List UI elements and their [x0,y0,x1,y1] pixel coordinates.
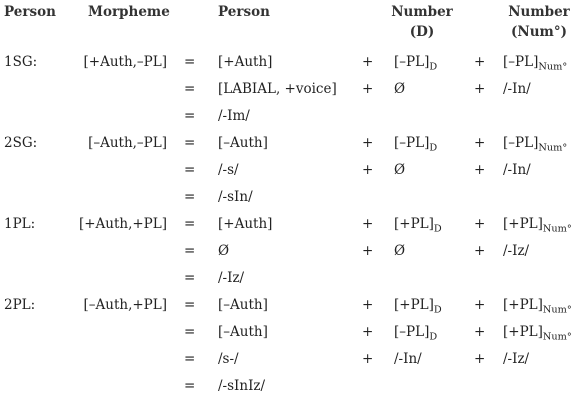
number-d-value: /-In/ [394,351,422,367]
person-exponent: Ø [218,243,230,259]
person-exponent: /-Iz/ [218,270,245,286]
number-num-exponent [503,322,572,342]
number-d-value: Ø [394,162,406,178]
number-num-exponent [503,295,572,315]
plus-sign: + [474,54,486,70]
equals-sign: = [184,135,196,151]
person-exponent: /-s/ [218,162,239,178]
person-exponent: [+Auth] [218,54,273,70]
plus-sign: + [474,135,486,151]
table-row [0,322,583,342]
plus-sign: + [474,162,486,178]
equals-sign: = [184,81,196,97]
number-num-value: [–PL] [503,54,539,70]
plus-sign: + [362,351,374,367]
number-d-subscript: D [433,223,442,235]
table-row [0,160,583,180]
number-d-value: [+PL] [394,216,434,232]
number-num-subscript: Num° [538,61,568,73]
number-d-exponent [394,52,437,72]
number-d-exponent [394,295,442,315]
plus-sign: + [362,54,374,70]
person-exponent: /-sInIz/ [218,378,266,394]
equals-sign: = [184,216,196,232]
equals-sign: = [184,297,196,313]
number-num-exponent [503,133,567,153]
table-row [0,214,583,234]
header-number-d-line2: (D) [409,24,435,40]
table-row [0,349,583,369]
number-d-exponent [394,160,405,180]
table-row [0,268,583,288]
person-exponent: [–Auth] [218,297,268,313]
number-num-exponent [503,52,567,72]
table-row [0,133,583,153]
plus-sign: + [474,216,486,232]
morpheme-features: [–Auth,+PL] [83,297,167,313]
header-number-num-line2: (Num°) [511,24,567,40]
equals-sign: = [184,378,196,394]
number-d-subscript: D [429,142,438,154]
table-row [0,295,583,315]
number-d-subscript: D [433,304,442,316]
plus-sign: + [474,324,486,340]
plus-sign: + [474,351,486,367]
header-number-d-line1: Number [391,4,453,20]
plus-sign: + [362,297,374,313]
person-label: 2PL: [4,297,36,313]
number-d-subscript: D [429,61,438,73]
plus-sign: + [362,162,374,178]
header-morpheme: Morpheme [88,4,170,20]
number-d-value: [+PL] [394,297,434,313]
number-num-exponent [503,241,529,261]
table-row [0,241,583,261]
person-label: 2SG: [4,135,38,151]
number-d-exponent [394,79,405,99]
number-d-subscript: D [429,331,438,343]
plus-sign: + [362,216,374,232]
header-number-num-line1: Number [508,4,570,20]
number-num-value: [–PL] [503,135,539,151]
morpheme-features: [+Auth,+PL] [78,216,167,232]
number-num-subscript: Num° [538,142,568,154]
number-num-exponent [503,160,531,180]
plus-sign: + [474,297,486,313]
table-row [0,106,583,126]
plus-sign: + [362,81,374,97]
equals-sign: = [184,162,196,178]
equals-sign: = [184,54,196,70]
number-num-value: /-In/ [503,81,531,97]
number-num-value: /-Iz/ [503,351,530,367]
equals-sign: = [184,270,196,286]
number-num-subscript: Num° [542,304,572,316]
number-num-value: /-In/ [503,162,531,178]
number-d-exponent [394,349,422,369]
person-exponent: [–Auth] [218,135,268,151]
header-person-decomposition: Person [218,4,270,20]
number-num-exponent [503,349,529,369]
header-number-num [498,2,580,42]
plus-sign: + [474,243,486,259]
number-num-value: /-Iz/ [503,243,530,259]
header-person: Person [4,4,56,20]
person-exponent: [LABIAL, +voice] [218,81,337,97]
person-exponent: /-sIn/ [218,189,253,205]
number-d-value: [–PL] [394,324,430,340]
number-d-value: Ø [394,243,406,259]
person-label: 1SG: [4,54,38,70]
person-label: 1PL: [4,216,36,232]
number-num-subscript: Num° [542,223,572,235]
number-d-value: Ø [394,81,406,97]
table-row [0,376,583,396]
number-d-exponent [394,133,437,153]
person-exponent: /-Im/ [218,108,250,124]
header-number-d [384,2,460,42]
number-num-exponent [503,214,572,234]
equals-sign: = [184,243,196,259]
person-exponent: [–Auth] [218,324,268,340]
person-exponent: /s-/ [218,351,239,367]
table-row [0,52,583,72]
equals-sign: = [184,108,196,124]
morpheme-features: [–Auth,–PL] [88,135,167,151]
equals-sign: = [184,189,196,205]
number-d-exponent [394,241,405,261]
table-row [0,79,583,99]
table-row [0,187,583,207]
plus-sign: + [474,81,486,97]
number-d-value: [–PL] [394,135,430,151]
plus-sign: + [362,243,374,259]
equals-sign: = [184,324,196,340]
number-num-value: [+PL] [503,324,543,340]
number-num-exponent [503,79,531,99]
plus-sign: + [362,324,374,340]
number-num-value: [+PL] [503,216,543,232]
number-num-value: [+PL] [503,297,543,313]
morpheme-features: [+Auth,–PL] [83,54,167,70]
person-exponent: [+Auth] [218,216,273,232]
plus-sign: + [362,135,374,151]
number-num-subscript: Num° [542,331,572,343]
number-d-value: [–PL] [394,54,430,70]
equals-sign: = [184,351,196,367]
number-d-exponent [394,322,437,342]
number-d-exponent [394,214,442,234]
